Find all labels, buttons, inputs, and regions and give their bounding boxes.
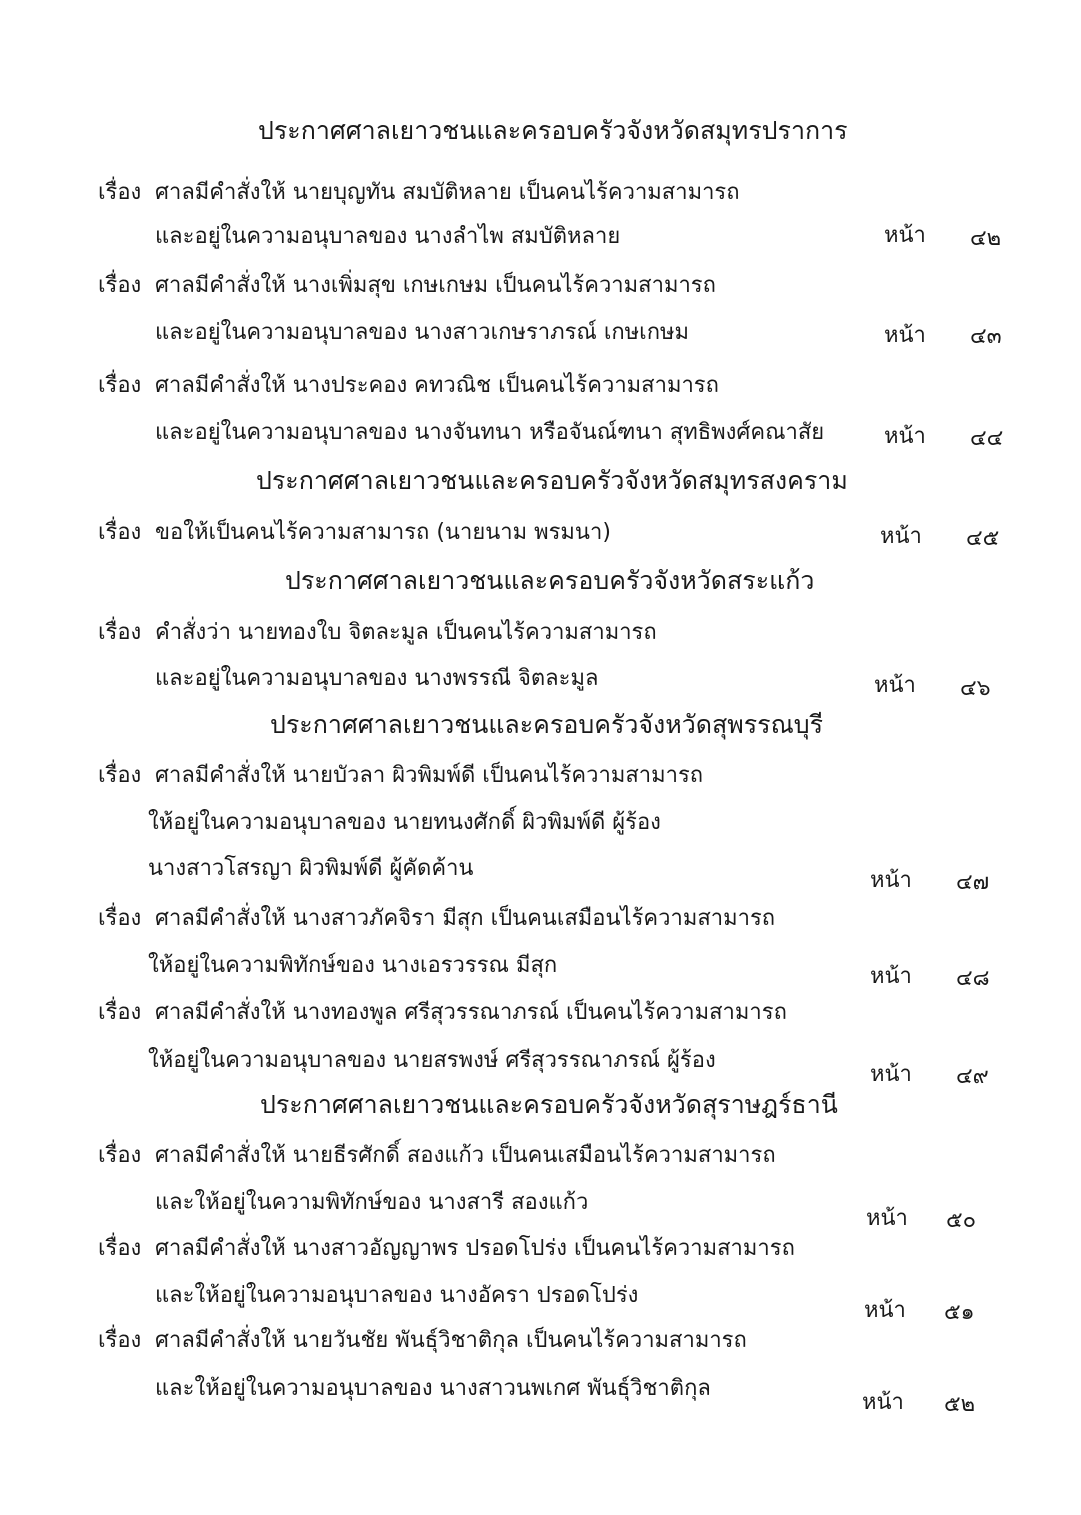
entry-label: เรื่อง xyxy=(98,1328,142,1353)
entry-line: ศาลมีคำสั่งให้ นายธีรศักดิ์ สองแก้ว เป็นคนเสมือนไร้ความสามารถ xyxy=(155,1143,776,1168)
page-number: ๔๘ xyxy=(956,966,990,991)
page-number: ๔๓ xyxy=(970,324,1002,349)
page-label: หน้า xyxy=(880,524,922,549)
entry-line: ขอให้เป็นคนไร้ความสามารถ (นายนาม พรมนา) xyxy=(155,520,611,545)
section-heading: ประกาศศาลเยาวชนและครอบครัวจังหวัดสระแก้ว xyxy=(285,566,815,595)
page-label: หน้า xyxy=(884,323,926,348)
entry-label: เรื่อง xyxy=(98,180,142,205)
page-number: ๕๑ xyxy=(944,1300,975,1325)
entry-line: คำสั่งว่า นายทองใบ จิตละมูล เป็นคนไร้ความสามารถ xyxy=(155,620,657,645)
page-label: หน้า xyxy=(874,673,916,698)
entry-label: เรื่อง xyxy=(98,906,142,931)
page-label: หน้า xyxy=(870,868,912,893)
entry-line: ศาลมีคำสั่งให้ นางสาวอัญญาพร ปรอดโปร่ง เป็นคนไร้ความสามารถ xyxy=(155,1236,795,1261)
entry-line: และอยู่ในความอนุบาลของ นางลำไพ สมบัติหลาย xyxy=(155,224,621,249)
page-number: ๔๕ xyxy=(966,526,1000,551)
entry-label: เรื่อง xyxy=(98,520,142,545)
page-number: ๔๒ xyxy=(970,226,1002,251)
section-heading: ประกาศศาลเยาวชนและครอบครัวจังหวัดสุพรรณบุรี xyxy=(270,710,824,739)
page-label: หน้า xyxy=(884,223,926,248)
entry-line: ศาลมีคำสั่งให้ นางประคอง คทวณิช เป็นคนไร้ความสามารถ xyxy=(155,373,719,398)
section-heading: ประกาศศาลเยาวชนและครอบครัวจังหวัดสุราษฎร์ธานี xyxy=(260,1090,838,1119)
page-label: หน้า xyxy=(870,1062,912,1087)
entry-label: เรื่อง xyxy=(98,1143,142,1168)
entry-line: ศาลมีคำสั่งให้ นายวันชัย พันธุ์วิชาติกุล เป็นคนไร้ความสามารถ xyxy=(155,1328,747,1353)
entry-line: และให้อยู่ในความอนุบาลของ นางอัครา ปรอดโปร่ง xyxy=(155,1283,639,1308)
entry-label: เรื่อง xyxy=(98,763,142,788)
entry-line: ศาลมีคำสั่งให้ นางสาวภัคจิรา มีสุก เป็นคนเสมือนไร้ความสามารถ xyxy=(155,906,776,931)
page-number: ๔๔ xyxy=(970,426,1004,451)
page-label: หน้า xyxy=(866,1206,908,1231)
page-number: ๕๐ xyxy=(946,1208,977,1233)
page-number: ๔๙ xyxy=(956,1064,989,1089)
entry-line: และอยู่ในความอนุบาลของ นางสาวเกษราภรณ์ เกษเกษม xyxy=(155,320,690,345)
entry-line: นางสาวโสรญา ผิวพิมพ์ดี ผู้คัดค้าน xyxy=(148,856,474,881)
page-number: ๔๗ xyxy=(956,870,990,895)
page-label: หน้า xyxy=(862,1390,904,1415)
entry-line: ให้อยู่ในความพิทักษ์ของ นางเอรวรรณ มีสุก xyxy=(148,953,558,978)
entry-label: เรื่อง xyxy=(98,373,142,398)
entry-label: เรื่อง xyxy=(98,620,142,645)
entry-line: และอยู่ในความอนุบาลของ นางพรรณี จิตละมูล xyxy=(155,666,599,691)
page-label: หน้า xyxy=(870,964,912,989)
entry-line: ให้อยู่ในความอนุบาลของ นายสรพงษ์ ศรีสุวรรณาภรณ์ ผู้ร้อง xyxy=(148,1048,716,1073)
entry-line: ศาลมีคำสั่งให้ นางเพิ่มสุข เกษเกษม เป็นคนไร้ความสามารถ xyxy=(155,273,716,298)
entry-line: และอยู่ในความอนุบาลของ นางจันทนา หรือจันณ์ฑนา สุทธิพงศ์คณาสัย xyxy=(155,420,825,445)
entry-line: ศาลมีคำสั่งให้ นางทองพูล ศรีสุวรรณาภรณ์ เป็นคนไร้ความสามารถ xyxy=(155,1000,787,1025)
entry-line: ศาลมีคำสั่งให้ นายบุญทัน สมบัติหลาย เป็นคนไร้ความสามารถ xyxy=(155,180,740,205)
entry-line: และให้อยู่ในความพิทักษ์ของ นางสารี สองแก้ว xyxy=(155,1190,589,1215)
entry-label: เรื่อง xyxy=(98,1236,142,1261)
entry-line: และให้อยู่ในความอนุบาลของ นางสาวนพเกศ พันธุ์วิชาติกุล xyxy=(155,1376,711,1401)
section-heading: ประกาศศาลเยาวชนและครอบครัวจังหวัดสมุทรสงคราม xyxy=(256,466,848,495)
page-label: หน้า xyxy=(864,1298,906,1323)
section-heading: ประกาศศาลเยาวชนและครอบครัวจังหวัดสมุทรปราการ xyxy=(258,116,848,145)
entry-line: ศาลมีคำสั่งให้ นายบัวลา ผิวพิมพ์ดี เป็นคนไร้ความสามารถ xyxy=(155,763,704,788)
page-number: ๕๒ xyxy=(944,1392,976,1417)
entry-label: เรื่อง xyxy=(98,273,142,298)
page-number: ๔๖ xyxy=(960,676,991,701)
page-label: หน้า xyxy=(884,424,926,449)
entry-label: เรื่อง xyxy=(98,1000,142,1025)
entry-line: ให้อยู่ในความอนุบาลของ นายทนงศักดิ์ ผิวพิมพ์ดี ผู้ร้อง xyxy=(148,810,661,835)
